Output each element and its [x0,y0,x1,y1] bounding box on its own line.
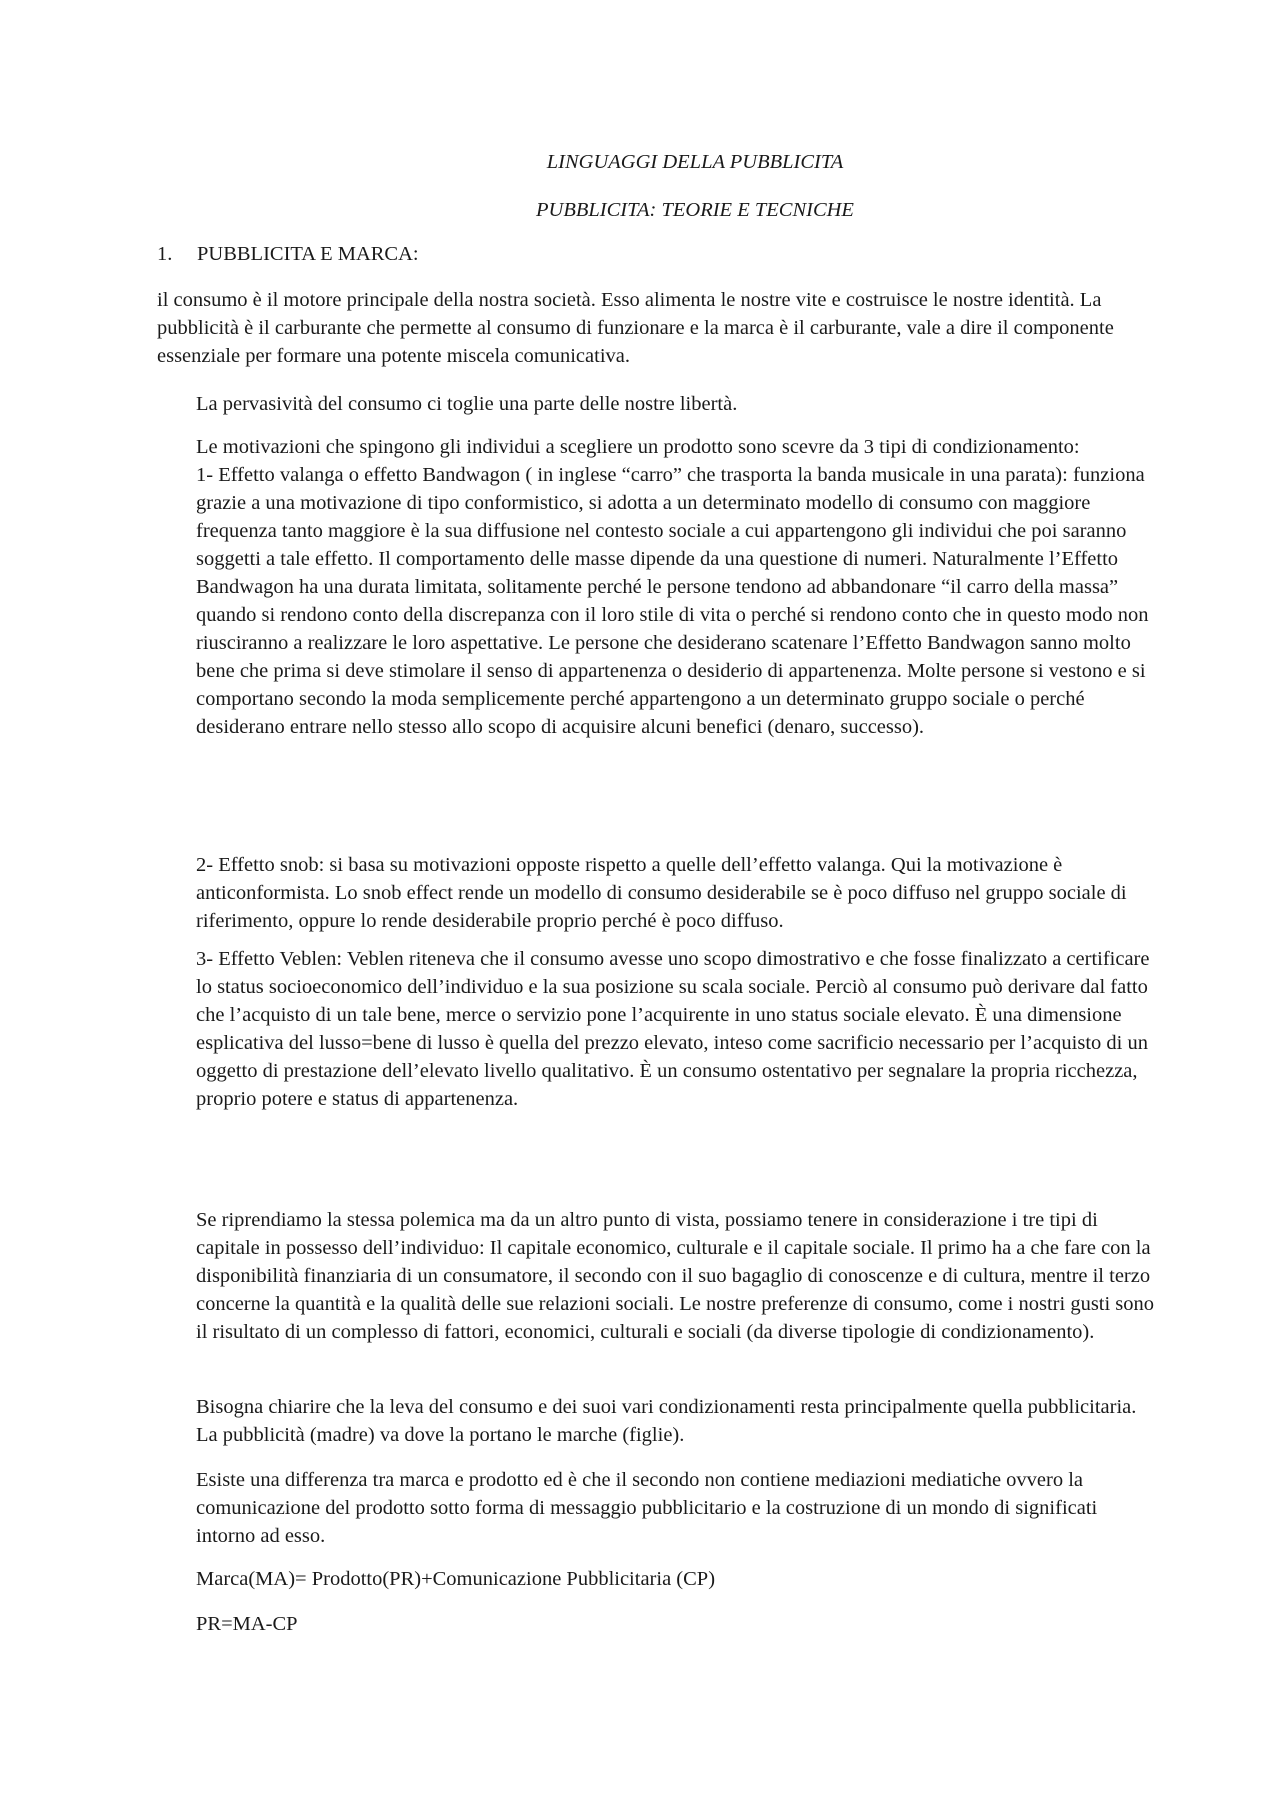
formula-prodotto: PR=MA-CP [196,1613,298,1635]
paragraph-capitale: Se riprendiamo la stessa polemica ma da un altro punto di vista, possiamo tenere in considerazione i tre tipi di capitale in possesso dell’individuo: Il capitale economico, culturale e il capitale sociale. Il primo ha a che fare con la disponibilità finanziaria di un consumatore, il secondo con il suo bagaglio di conoscenze e di cultura, mentre il terzo concerne la quantità e la qualità delle sue relazioni sociali. Le nostre preferenze di consumo, come i nostri gusti sono il risultato di un complesso di fattori, economici, culturali e sociali (da diverse tipologie di condizionamento). [196,1209,1155,1343]
paragraph-intro: il consumo è il motore principale della nostra società. Esso alimenta le nostre vite e costruisce le nostre identità. La pubblicità è il carburante che permette al consumo di funzionare e la marca è il carburante, vale a dire il componente essenziale per formare una potente miscela comunicativa. [157,289,1114,367]
section-heading-text: PUBBLICITA E MARCA: [197,243,419,265]
paragraph-differenza: Esiste una differenza tra marca e prodotto ed è che il secondo non contiene mediazioni mediatiche ovvero la comunicazione del prodotto sotto forma di messaggio pubblicitario e la costruzione di un mondo di significati intorno ad esso. [196,1469,1098,1547]
section-number: 1. [157,243,173,265]
paragraph-motivazioni [196,433,1156,741]
paragraph-motivazioni-intro: Le motivazioni che spingono gli individui a scegliere un prodotto sono scevre da 3 tipi di condizionamento: [196,436,1080,458]
paragraph-effetto-snob: 2- Effetto snob: si basa su motivazioni opposte rispetto a quelle dell’effetto valanga. Qui la motivazione è anticonformista. Lo snob effect rende un modello di consumo desiderabile se è poco diffuso nel gruppo sociale di riferimento, oppure lo rende desiderabile proprio perché è poco diffuso. [196,854,1127,932]
document-title: LINGUAGGI DELLA PUBBLICITA [546,151,844,173]
paragraph-leva: Bisogna chiarire che la leva del consumo e dei suoi vari condizionamenti resta principalmente quella pubblicitaria. La pubblicità (madre) va dove la portano le marche (figlie). [196,1396,1137,1446]
formula-marca: Marca(MA)= Prodotto(PR)+Comunicazione Pubblicitaria (CP) [196,1568,716,1590]
section-heading [157,240,419,268]
paragraph-effetto-bandwagon: 1- Effetto valanga o effetto Bandwagon ( in inglese “carro” che trasporta la banda musicale in una parata): funziona grazie a una motivazione di tipo conformistico, si adotta a un determinato modello di consumo con maggiore frequenza tanto maggiore è la sua diffusione nel contesto sociale a cui appartengono gli individui che poi saranno soggetti a tale effetto. Il comportamento delle masse dipende da una questione di numeri. Naturalmente l’Effetto Bandwagon ha una durata limitata, solitamente perché le persone tendono ad abbandonare “il carro della massa” quando si rendono conto della discrepanza con il loro stile di vita o perché si rendono conto che in questo modo non riusciranno a realizzare le loro aspettative. Le persone che desiderano scatenare l’Effetto Bandwagon sanno molto bene che prima si deve stimolare il senso di appartenenza o desiderio di appartenenza. Molte persone si vestono e si comportano secondo la moda semplicemente perché appartengono a un determinato gruppo sociale o perché desiderano entrare nello stesso allo scopo di acquisire alcuni benefici (denaro, successo). [196,464,1149,738]
paragraph-effetto-veblen: 3- Effetto Veblen: Veblen riteneva che il consumo avesse uno scopo dimostrativo e che fosse finalizzato a certificare lo status socioeconomico dell’individuo e la sua posizione su scala sociale. Perciò al consumo può derivare dal fatto che l’acquisto di un tale bene, merce o servizio pone l’acquirente in uno status sociale elevato. È una dimensione esplicativa del lusso=bene di lusso è quella del prezzo elevato, inteso come sacrificio necessario per l’acquisto di un oggetto di prestazione dell’elevato livello qualitativo. È un consumo ostentativo per segnalare la propria ricchezza, proprio potere e status di appartenenza. [196,948,1150,1110]
paragraph-pervasivita: La pervasività del consumo ci toglie una parte delle nostre libertà. [196,393,738,415]
document-subtitle: PUBBLICITA: TEORIE E TECNICHE [536,199,854,221]
